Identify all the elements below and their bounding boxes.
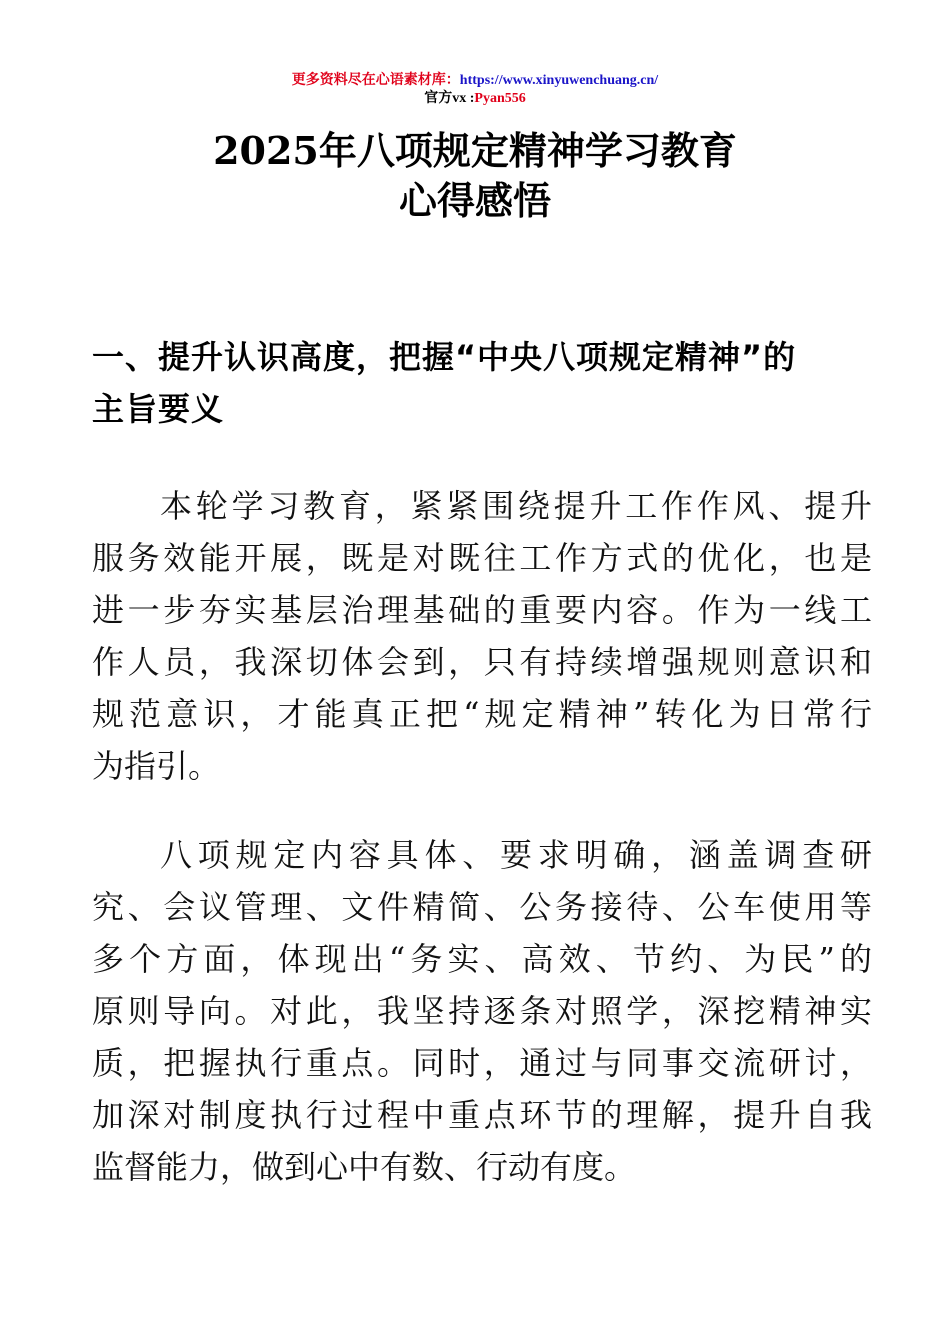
promo-link[interactable]: https://www.xinyuwenchuang.cn/ bbox=[459, 73, 659, 88]
wechat-id: Pyan556 bbox=[474, 91, 526, 106]
header-promo-line bbox=[0, 72, 950, 90]
document-title-line-1: 2025年八项规定精神学习教育 bbox=[213, 128, 737, 173]
paragraph-2-line: 究、会议管理、文件精简、公务接待、公车使用等 bbox=[92, 888, 872, 926]
paragraph-2-line: 多个方面，体现出“务实、高效、节约、为民”的 bbox=[92, 940, 872, 978]
section-heading-line-2: 主旨要义 bbox=[92, 390, 225, 428]
promo-text: 更多资料尽在心语素材库： bbox=[291, 73, 460, 88]
paragraph-2-line: 加深对制度执行过程中重点环节的理解，提升自我 bbox=[92, 1096, 872, 1134]
document-title-line-2: 心得感悟 bbox=[398, 178, 551, 223]
paragraph-2-line: 八项规定内容具体、要求明确，涵盖调查研 bbox=[160, 836, 872, 874]
wechat-label: 官方vx : bbox=[424, 91, 475, 106]
header-wechat-line bbox=[0, 90, 950, 108]
paragraph-1-line: 服务效能开展，既是对既往工作方式的优化，也是 bbox=[92, 539, 872, 577]
paragraph-2-line: 原则导向。对此，我坚持逐条对照学，深挖精神实 bbox=[92, 992, 872, 1030]
section-heading-line-1: 一、提升认识高度，把握“中央八项规定精神”的 bbox=[92, 338, 797, 376]
paragraph-1-line: 进一步夯实基层治理基础的重要内容。作为一线工 bbox=[92, 591, 872, 629]
paragraph-1-line: 为指引。 bbox=[92, 747, 221, 785]
paragraph-2-line: 监督能力，做到心中有数、行动有度。 bbox=[92, 1148, 637, 1186]
paragraph-1-line: 规范意识，才能真正把“规定精神”转化为日常行 bbox=[92, 695, 872, 733]
paragraph-1-line: 本轮学习教育，紧紧围绕提升工作作风、提升 bbox=[160, 487, 872, 525]
paragraph-1-line: 作人员，我深切体会到，只有持续增强规则意识和 bbox=[92, 643, 872, 681]
paragraph-2-line: 质，把握执行重点。同时，通过与同事交流研讨， bbox=[92, 1044, 872, 1082]
